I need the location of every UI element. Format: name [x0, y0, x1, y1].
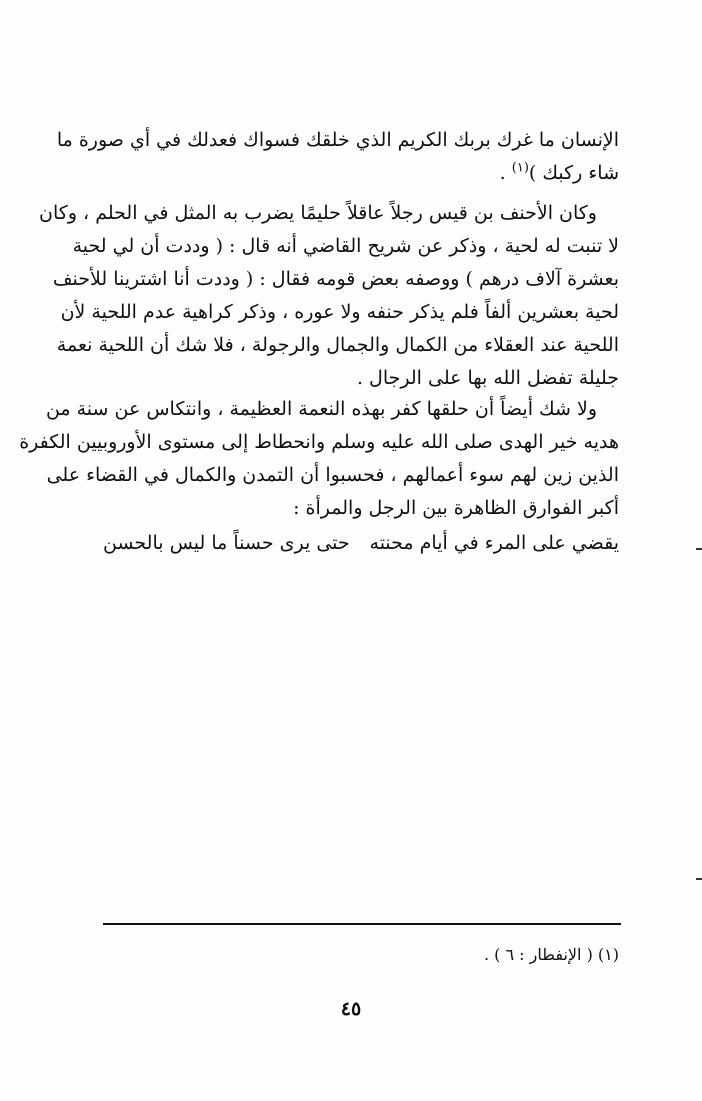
paragraph-2-line-4: لحية بعشرين ألفاً فلم يذكر حنفه ولا عوره ، وذكر كراهية عدم اللحية لأن — [60, 301, 619, 323]
scan-edge-mark — [696, 878, 702, 880]
paragraph-3 — [19, 393, 619, 525]
paragraph-2-line-3: بعشرة آلاف درهم ) ووصفه بعض قومه فقال : ( وددت أنا اشترينا للأحنف — [52, 268, 619, 290]
paragraph-3-line-4: أكبر الفوارق الظاهرة بين الرجل والمرأة : — [293, 497, 619, 519]
footnote-reference: (١) — [511, 160, 529, 176]
paragraph-1 — [56, 124, 619, 190]
footnote: (١) ( الإنفطار : ٦ ) . — [484, 945, 619, 964]
paragraph-1-line-1: الإنسان ما غرك بربك الكريم الذي خلقك فسواك فعدلك في أي صورة ما — [56, 129, 619, 151]
paragraph-3-line-1: ولا شك أيضاً أن حلقها كفر بهذه النعمة العظيمة ، وانتكاس عن سنة من — [45, 398, 597, 420]
paragraph-1-line-2-tail: . — [499, 162, 512, 184]
paragraph-2-line-5: اللحية عند العقلاء من الكمال والجمال والرجولة ، فلا شك أن اللحية نعمة — [56, 334, 619, 356]
verse-hemistich-2: حتى يرى حسناً ما ليس بالحسن — [103, 532, 350, 554]
verse-hemistich-1: يقضي على المرء في أيام محنته — [369, 532, 619, 554]
paragraph-2-line-2: لا تنبت له لحية ، وذكر عن شريح القاضي أنه قال : ( وددت أن لي لحية — [72, 235, 619, 257]
paragraph-1-line-2-text: شاء ركبك ) — [528, 162, 619, 184]
poetry-verse — [103, 527, 619, 560]
page-number: ٤٥ — [340, 998, 362, 1020]
footnote-separator — [103, 923, 621, 925]
paragraph-3-line-2: هديه خير الهدى صلى الله عليه وسلم وانحطاط إلى مستوى الأوروبيين الكفرة — [19, 431, 619, 453]
paragraph-2 — [39, 197, 619, 395]
paragraph-3-line-3: الذين زين لهم سوء أعمالهم ، فحسبوا أن التمدن والكمال في القضاء على — [46, 464, 619, 486]
paragraph-2-line-6: جليلة تفضل الله بها على الرجال . — [356, 367, 619, 389]
scan-edge-mark — [696, 548, 702, 550]
paragraph-2-line-1: وكان الأحنف بن قيس رجلاً عاقلاً حليمًا يضرب به المثل في الحلم ، وكان — [39, 202, 597, 224]
paragraph-1-line-2 — [103, 157, 619, 190]
